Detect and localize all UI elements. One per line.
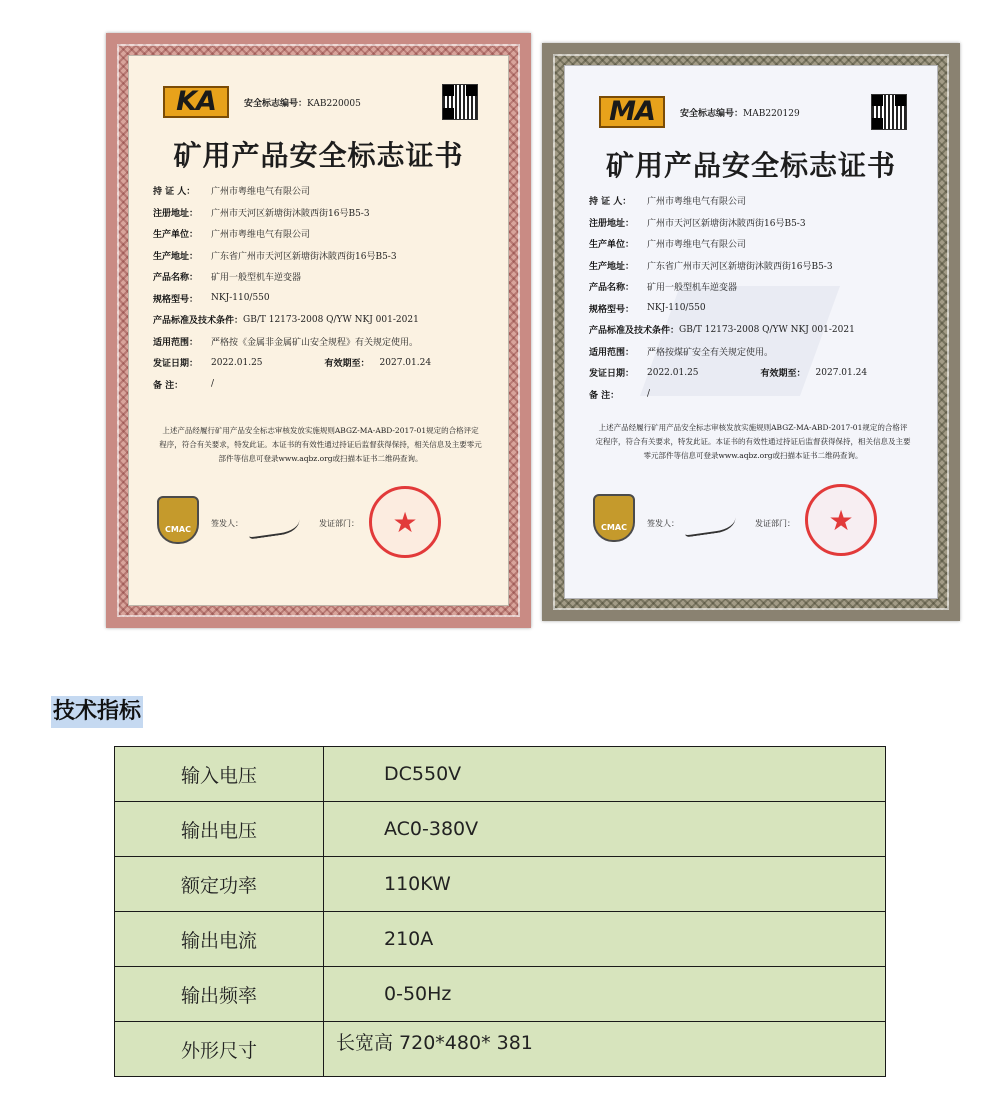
field-standards: 产品标准及技术条件： GB/T 12173-2008 Q/YW NKJ 001-2021 — [153, 314, 419, 327]
spec-value: 0-50Hz — [324, 967, 886, 1022]
serial-number: 安全标志编号：MAB220129 — [680, 109, 800, 119]
field-dates: 发证日期： 2022.01.25 有效期至： 2027.01.24 — [153, 357, 432, 370]
spec-label: 额定功率 — [115, 857, 324, 912]
spec-label: 输出频率 — [115, 967, 324, 1022]
field-remark: 备 注： / — [153, 379, 215, 391]
table-row — [115, 802, 886, 857]
spec-value: 210A — [324, 912, 886, 967]
certificate-paper — [128, 55, 509, 606]
field-registered-address: 注册地址： 广州市天河区新塘街沐陂西街16号B5-3 — [589, 218, 806, 229]
table-row — [115, 967, 886, 1022]
field-scope: 适用范围： 严格按煤矿安全有关规定使用。 — [589, 347, 774, 358]
ma-logo: MA — [599, 96, 665, 128]
field-manufacturer: 生产单位： 广州市粤维电气有限公司 — [589, 240, 747, 251]
field-production-address: 生产地址： 广东省广州市天河区新塘街沐陂西街16号B5-3 — [153, 251, 397, 262]
table-row — [115, 1022, 886, 1077]
spec-table — [114, 746, 886, 1077]
red-seal-stamp: ★ — [805, 484, 877, 556]
field-model: 规格型号： NKJ-110/550 — [153, 293, 270, 305]
field-production-address: 生产地址： 广东省广州市天河区新塘街沐陂西街16号B5-3 — [589, 261, 833, 272]
signer-label: 签发人： — [647, 519, 679, 528]
field-product-name: 产品名称： 矿用一般型机车逆变器 — [589, 283, 738, 294]
cmac-badge-icon: CMAC — [157, 496, 199, 544]
spec-value: 110KW — [324, 857, 886, 912]
cmac-badge-icon: CMAC — [593, 494, 635, 542]
field-model: 规格型号： NKJ-110/550 — [589, 303, 706, 315]
field-registered-address: 注册地址： 广州市天河区新塘街沐陂西街16号B5-3 — [153, 208, 370, 219]
field-dates: 发证日期： 2022.01.25 有效期至： 2027.01.24 — [589, 367, 868, 380]
spec-label: 输出电压 — [115, 802, 324, 857]
ka-logo: KA — [163, 86, 229, 118]
spec-label: 输出电流 — [115, 912, 324, 967]
field-scope: 适用范围： 严格按《金属非金属矿山安全规程》有关规定使用。 — [153, 337, 419, 348]
certificate-ka — [106, 33, 531, 628]
certificate-paper — [564, 65, 938, 599]
spec-value: AC0-380V — [324, 802, 886, 857]
table-row — [115, 912, 886, 967]
qr-code-icon — [871, 94, 907, 130]
department-label: 发证部门： — [319, 519, 359, 528]
certificate-title: 矿用产品安全标志证书 — [173, 139, 464, 172]
field-holder: 持 证 人： 广州市粤维电气有限公司 — [153, 187, 311, 198]
certificate-ma — [542, 43, 960, 621]
field-product-name: 产品名称： 矿用一般型机车逆变器 — [153, 273, 302, 284]
signer-label: 签发人： — [211, 519, 243, 528]
table-row — [115, 747, 886, 802]
certificate-fields — [153, 180, 490, 395]
field-standards: 产品标准及技术条件： GB/T 12173-2008 Q/YW NKJ 001-2021 — [589, 324, 855, 337]
field-holder: 持 证 人： 广州市粤维电气有限公司 — [589, 197, 747, 208]
spec-label: 外形尺寸 — [115, 1022, 324, 1077]
certificate-fields — [589, 190, 919, 405]
spec-label: 输入电压 — [115, 747, 324, 802]
red-seal-stamp: ★ — [369, 486, 441, 558]
spec-value: 长宽高 720*480* 381 — [324, 1022, 886, 1077]
spec-value: DC550V — [324, 747, 886, 802]
qr-code-icon — [442, 84, 478, 120]
field-remark: 备 注： / — [589, 389, 651, 401]
section-title: 技术指标 — [51, 696, 143, 728]
certificate-notice: 上述产品经履行矿用产品安全标志审核发放实施规则ABGZ-MA-ABD-2017-01规定的合格评定程序，符合有关要求，特发此证。本证书的有效性通过持证后监督获得保持，相关信息及主要零元部件等信息可登录www.aqbz.org或扫描本证书二维码查询。 — [595, 423, 911, 460]
signature-icon — [681, 499, 737, 538]
signature-icon — [245, 501, 301, 540]
serial-number: 安全标志编号：KAB220005 — [244, 99, 361, 109]
department-label: 发证部门： — [755, 519, 795, 528]
field-manufacturer: 生产单位： 广州市粤维电气有限公司 — [153, 230, 311, 241]
table-row — [115, 857, 886, 912]
certificate-notice: 上述产品经履行矿用产品安全标志审核发放实施规则ABGZ-MA-ABD-2017-01规定的合格评定程序，符合有关要求，特发此证。本证书的有效性通过持证后监督获得保持，相关信息及主要零元部件等信息可登录www.aqbz.org或扫描本证书二维码查询。 — [159, 426, 482, 463]
certificate-title: 矿用产品安全标志证书 — [605, 149, 896, 182]
